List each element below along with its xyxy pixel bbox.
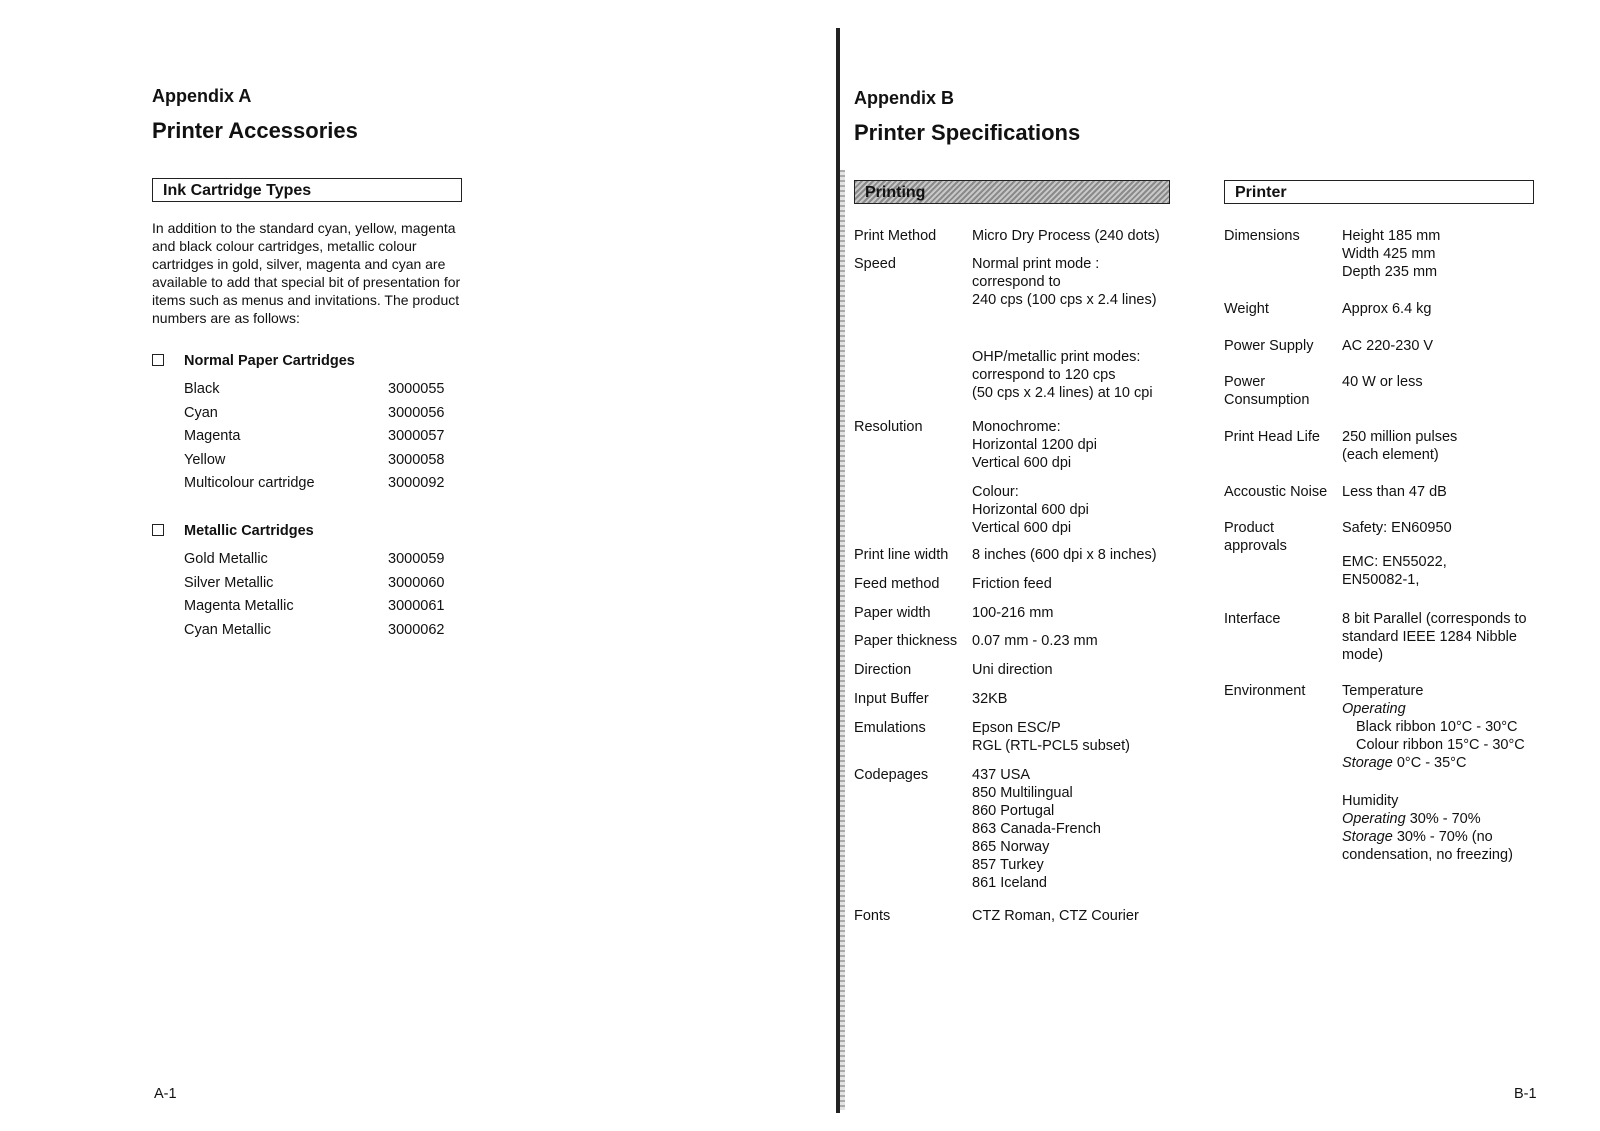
printer-heading: Printer [1224,180,1534,204]
spec-value [972,255,1157,309]
cartridge-row [184,452,484,472]
cartridge-name: Magenta Metallic [184,598,294,614]
spec-value [972,546,1157,564]
cartridge-row [184,428,484,448]
product-number: 3000061 [388,598,445,614]
spec-value-line: 861 Iceland [972,875,1047,891]
checkbox-bullet-icon [152,354,164,366]
spec-value-line: Horizontal 1200 dpi [972,437,1097,453]
appendix-a-title: Printer Accessories [152,118,358,143]
spec-value-line: RGL (RTL-PCL5 subset) [972,738,1130,754]
spec-value-line: Approx 6.4 kg [1342,301,1432,317]
spec-value-line: AC 220-230 V [1342,338,1434,354]
spec-value-line: CTZ Roman, CTZ Courier [972,908,1139,924]
cartridge-row [184,622,484,642]
spec-value [972,766,1101,892]
spec-value [1342,553,1447,589]
spec-value-line: 865 Norway [972,839,1050,855]
spec-label: Print Method [854,228,937,244]
spec-label: Environment [1224,683,1306,699]
cartridge-name: Gold Metallic [184,551,268,567]
spec-value [972,690,1007,708]
spec-value-line: EN50082-1, [1342,572,1420,588]
spec-value-line: 8 inches (600 dpi x 8 inches) [972,547,1157,563]
italic-term: Operating [1342,811,1406,827]
product-number: 3000060 [388,574,445,591]
cartridge-row [184,475,484,495]
cartridge-name: Cyan [184,404,218,421]
product-number: 3000055 [388,381,445,397]
spec-value [1342,227,1440,281]
spec-value-line: Friction feed [972,576,1052,592]
checkbox-bullet-icon [152,524,164,536]
spec-label: Fonts [854,908,891,924]
intro-paragraph: In addition to the standard cyan, yellow, magenta and black colour cartridges, metallic colour cartridges in gold, silver, magenta and cyan are available to add that special bit of presentation for items such as menus and invitations. The product numbers are as follows: [152,220,461,326]
spec-value-line: 8 bit Parallel (corresponds to [1342,611,1527,627]
spec-value-line: Temperature [1342,683,1424,699]
cartridge-name: Yellow [184,451,226,468]
spec-label: Feed method [854,576,940,592]
spec-value-line: Black ribbon 10°C - 30°C [1356,719,1518,735]
spec-value [972,418,1097,472]
spec-value-line: correspond to 120 cps [972,367,1116,383]
spec-value [1342,682,1525,772]
appendix-b-title: Printer Specifications [854,120,1081,145]
spec-value-line: OHP/metallic print modes: [972,349,1141,365]
spec-value [1342,337,1433,355]
spec-value [972,483,1089,537]
spec-value [1342,519,1452,537]
spec-value-line: Height 185 mm [1342,228,1441,244]
cartridge-name: Cyan Metallic [184,621,272,638]
spec-value-line: 437 USA [972,767,1031,783]
spec-value-line: 240 cps (100 cps x 2.4 lines) [972,292,1157,308]
page-number-right: B-1 [1514,1086,1537,1102]
spec-label: Print Head Life [1224,429,1320,445]
spec-value-line: Less than 47 dB [1342,484,1447,500]
spec-label: Accoustic Noise [1224,484,1328,500]
spec-value-line: (each element) [1342,447,1439,463]
cartridge-row [184,598,484,618]
spec-value-line: Storage 0°C - 35°C [1342,755,1467,771]
metallic-cartridges-title: Metallic Cartridges [184,523,314,539]
spec-value-line: 863 Canada-French [972,821,1101,837]
product-number: 3000056 [388,404,445,421]
spec-value-line: Epson ESC/P [972,720,1061,736]
spec-label: Paper thickness [854,633,958,649]
spec-value-line: EMC: EN55022, [1342,554,1447,570]
cartridge-name: Magenta [184,428,241,444]
spec-label: Resolution [854,419,923,435]
spec-value [1342,610,1527,664]
cartridge-row [184,381,484,401]
appendix-b-label: Appendix B [854,88,955,108]
spec-value-line: 40 W or less [1342,374,1423,390]
page-number-left: A-1 [154,1086,177,1102]
spec-value [972,661,1053,679]
spec-value [972,575,1052,593]
italic-term: Storage [1342,829,1393,845]
spec-value-line: 250 million pulses [1342,429,1458,445]
spec-label: Direction [854,662,912,678]
spec-value [1342,428,1457,464]
italic-term: Storage [1342,755,1393,771]
spec-value [1342,373,1423,391]
spec-value-line: 860 Portugal [972,803,1055,819]
spec-value-line: Storage 30% - 70% (no [1342,829,1493,845]
spec-value-line: 32KB [972,691,1008,707]
cartridge-row [184,551,484,571]
spec-value-line: Operating 30% - 70% [1342,811,1481,827]
normal-cartridges-title: Normal Paper Cartridges [184,353,355,369]
spec-value [972,719,1130,755]
spec-label: Power Supply [1224,338,1314,354]
spec-label: Power Consumption [1224,374,1310,408]
spec-value-line: standard IEEE 1284 Nibble [1342,629,1517,645]
appendix-a-label: Appendix A [152,86,252,106]
cartridge-name: Black [184,381,220,397]
spec-value-line: Uni direction [972,662,1053,678]
spec-value [1342,300,1431,318]
spec-label: Print line width [854,547,949,563]
cartridge-row [184,405,484,425]
product-number: 3000057 [388,428,445,444]
cartridge-name: Silver Metallic [184,574,274,591]
spec-label: Product approvals [1224,520,1287,554]
spec-value-line: Operating [1342,701,1406,717]
spec-value-line: Colour ribbon 15°C - 30°C [1356,737,1525,753]
spec-value-line: correspond to [972,274,1061,290]
spec-value-line: Width 425 mm [1342,246,1436,262]
spec-label: Input Buffer [854,691,929,707]
spec-label: Interface [1224,611,1281,627]
spec-value-line: 0.07 mm - 0.23 mm [972,633,1098,649]
spec-value-line: 857 Turkey [972,857,1044,873]
spec-label: Weight [1224,301,1269,317]
spec-value [972,227,1160,245]
spec-value [972,348,1153,402]
spec-value-line: Vertical 600 dpi [972,455,1072,471]
spec-value-line: Horizontal 600 dpi [972,502,1089,518]
spec-value-line: 100-216 mm [972,605,1054,621]
spec-label: Speed [854,256,896,272]
product-number: 3000059 [388,551,445,567]
spec-value [1342,483,1447,501]
ink-cartridge-types-heading: Ink Cartridge Types [152,178,462,202]
spec-value-line: Micro Dry Process (240 dots) [972,228,1160,244]
spec-value-line: (50 cps x 2.4 lines) at 10 cpi [972,385,1153,401]
product-number: 3000092 [388,475,445,491]
spec-value-line: Vertical 600 dpi [972,520,1072,536]
printing-heading: Printing [854,180,1170,204]
spec-label: Dimensions [1224,228,1300,244]
spec-value-line: Monochrome: [972,419,1061,435]
spec-value-line: Colour: [972,484,1019,500]
spec-value [972,604,1053,622]
spec-value [972,632,1098,650]
spec-value [972,907,1139,925]
cartridge-name: Multicolour cartridge [184,475,315,491]
normal-cartridges-section [152,353,355,369]
spine-shadow [840,170,845,1110]
cartridge-row [184,575,484,595]
product-number: 3000058 [388,451,445,468]
spec-label: Codepages [854,767,929,783]
spec-value-line: Depth 235 mm [1342,264,1438,280]
spec-value-line: Normal print mode : [972,256,1100,272]
metallic-cartridges-section [152,523,314,539]
spec-value-line: Safety: EN60950 [1342,520,1452,536]
product-number: 3000062 [388,621,445,638]
spec-label: Emulations [854,720,926,736]
spec-value-line: 850 Multilingual [972,785,1073,801]
spec-value-line: Humidity [1342,793,1399,809]
spec-value-line: mode) [1342,647,1384,663]
spec-label: Paper width [854,605,931,621]
spec-value [1342,792,1513,864]
spec-value-line: condensation, no freezing) [1342,847,1513,863]
